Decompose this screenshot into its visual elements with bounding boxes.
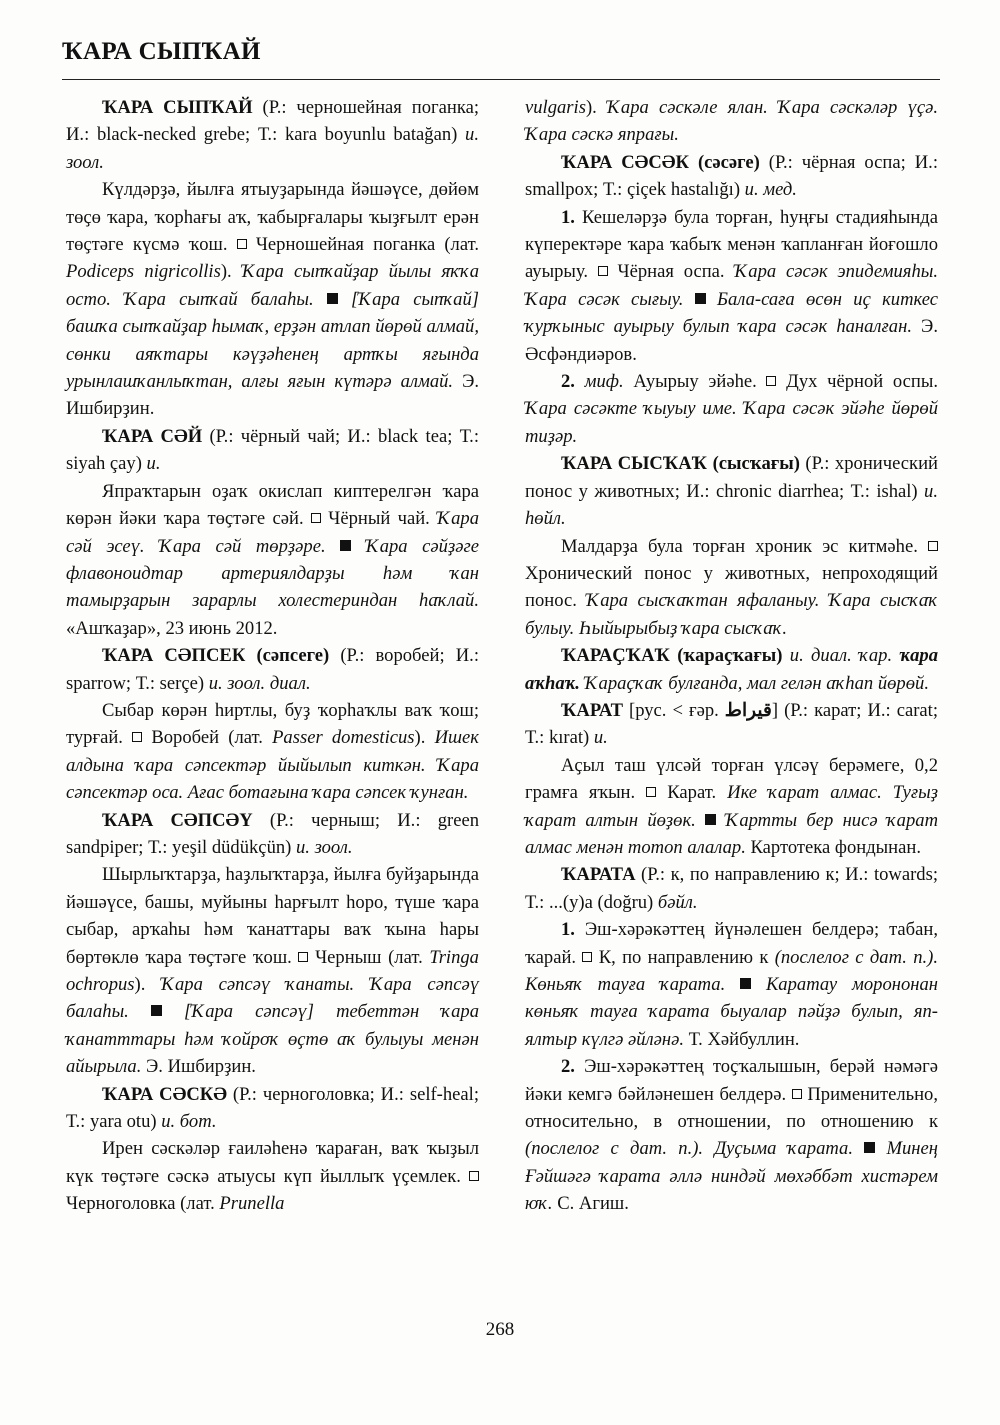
italic-text: (послелог с дат. п.). — [525, 1138, 704, 1160]
italic-text: Ҡара сысҡаҡтан яфаланыу. Ҡара сысҡаҡ булыу. Һыйырыбыҙ ҡара сысҡаҡ. — [525, 590, 938, 639]
bold-text: 2. — [561, 371, 575, 393]
text: Т. Хәйбуллин. — [684, 1028, 800, 1050]
italic-text: Ҡара сәсәкте ҡыуыу име. Ҡара сәсәк эйәһе йөрөй тиҙәр. — [525, 398, 938, 447]
arabic-etymon: قيراط — [724, 699, 772, 721]
text: Чёрный чай. — [320, 508, 438, 530]
text: Картотека фондынан. — [745, 836, 921, 858]
italic-text: Ҡара сәйҙәге флавоноидтар артериялдарҙы һәм ҡан тамырҙарын зарарлы холестериндан һаҡлай. — [66, 535, 479, 612]
translation-marker-icon — [469, 1171, 479, 1181]
translation-marker-icon — [766, 376, 776, 386]
example-marker-icon — [864, 1142, 875, 1153]
italic-text: [Ҡара сыпҡай] башҡа сыпҡайҙар һымаҡ, ерҙән атлап йөрөй алмай, сөнки аяҡтары кәүҙәһенең артҡы яғында урынлашҡанлыҡтан, алғы яғын күтәрә алмай. — [66, 288, 479, 393]
entry-paragraph — [525, 697, 938, 752]
entry-paragraph — [525, 149, 938, 204]
translation-marker-icon — [646, 787, 656, 797]
text: Күлдәрҙә, йылға ятыуҙарында йәшәүсе, дөйөм төҫө ҡара, ҡорһағы аҡ, ҡабырғалары ҡыҙғылт ерән төҫтәге күсмә ҡош. — [66, 179, 479, 256]
translation-marker-icon — [582, 952, 592, 962]
text — [162, 1001, 184, 1022]
left-column — [66, 94, 479, 1218]
text — [716, 810, 725, 831]
text: «Ашҡаҙар», 23 июнь 2012. — [66, 617, 278, 639]
text: ). — [134, 974, 162, 995]
entry-paragraph — [525, 861, 938, 916]
text — [853, 1138, 864, 1159]
italic-text: Ҡара сәпсәү ҡанаты. Ҡара сәпсәү балаһы. — [66, 974, 480, 1023]
text — [575, 371, 585, 392]
text — [783, 645, 790, 666]
bold-text: 2. — [561, 1056, 575, 1078]
text: (Р.: черноголовка; И.: self-heal; Т.: yara otu) — [66, 1083, 480, 1133]
bold-text: 1. — [561, 919, 575, 941]
text: (Р.: чёрный чай; И.: black tea; Т.: siyah çay) — [66, 425, 479, 475]
italic-text: и. зоол. диал. — [208, 672, 311, 694]
entry-paragraph — [525, 450, 938, 532]
headword: ҠАРАТА — [561, 864, 636, 886]
headword: ҠАРА СӘЙ — [102, 425, 203, 447]
italic-text: Prunella — [219, 1193, 285, 1215]
headword: ҠАРАҪҠАҠ — [561, 645, 670, 667]
italic-text: миф. — [584, 371, 624, 393]
example-marker-icon — [340, 540, 351, 551]
cross-reference: ҡара аҡһаҡ. — [525, 645, 938, 694]
text: Ауырыу эйәһе. — [623, 371, 767, 393]
text — [314, 289, 327, 310]
italic-text: Ҡара сәскәле ялан. Ҡара сәскәләр үҫә. Ҡара сәскә япрағы. — [525, 97, 938, 146]
text: (Р.: к, по направлению к; И.: towards; Т.: ...(y)a (doğru) — [525, 864, 938, 913]
entry-paragraph — [66, 423, 479, 478]
bold-text: (ҡараҫҡағы) — [677, 645, 783, 667]
text: Дух чёрной оспы. — [776, 371, 938, 393]
text: Э. Ишбирҙин. — [66, 371, 479, 420]
entry-paragraph — [525, 94, 938, 149]
text — [706, 289, 717, 310]
translation-marker-icon — [928, 541, 938, 551]
translation-marker-icon — [311, 513, 321, 523]
text: (Р.: чёрная оспа; И.: smallpox; Т.: çiçek hastalığı) — [525, 151, 938, 201]
example-marker-icon — [695, 293, 706, 304]
text: Черноголовка (лат. — [66, 1193, 220, 1215]
text — [326, 536, 341, 557]
entry-paragraph — [525, 368, 938, 450]
entry-paragraph — [66, 94, 479, 176]
text — [689, 152, 698, 173]
text: ). — [414, 727, 435, 749]
text: Эш-хәрәкәттең йүнәлешен белдерә; табан, ҡарай. — [525, 919, 938, 968]
text — [703, 1138, 714, 1159]
text: (Р.: воробей; И.: sparrow; Т.: serçe) — [66, 645, 479, 694]
text: Шырлыҡтарҙа, һаҙлыҡтарҙа, йылға буйҙарында йәшәүсе, башы, муйыны һарғылт һоро, түше ҡара сыбар, арҡаһы һәм ҡанаттары ваҡ ҡына һары бөртөклө ҡара төҫтәге ҡош. — [66, 864, 479, 968]
text — [129, 1001, 151, 1022]
italic-text: и. зоол. — [66, 124, 479, 173]
italic-text: Ҡараҫҡаҡ булғанда, мал гелән аҡһап йөрөй. — [584, 672, 929, 694]
entry-paragraph — [66, 1135, 479, 1217]
text — [351, 536, 366, 557]
text: Чёрная оспа. — [607, 261, 735, 283]
text: Э. Әсфәндиәров. — [525, 316, 938, 365]
text: (Р.: черношейная поганка; И.: black-necked grebe; Т.: kara boyunlu batağan) — [66, 97, 479, 146]
translation-marker-icon — [792, 1089, 802, 1099]
bold-text: 1. — [561, 206, 575, 228]
headword: ҠАРА СЫПҠАЙ — [102, 97, 253, 118]
header-rule — [62, 79, 940, 80]
italic-text: и. зоол. — [296, 836, 353, 858]
text: Ирен сәскәләр ғаиләһенә ҡараған, ваҡ ҡыҙыл күк төҫтәге сәскә атыусы күп йыллыҡ үҫемлек. — [66, 1138, 479, 1187]
text: Аҫыл таш үлсәй торған үлсәү берәмеге, 0,2 грамға яҡын. — [525, 754, 938, 804]
text: К, по направлению к — [592, 946, 775, 968]
italic-text: Бала-саға өсөн иҫ киткес ҡурҡыныс ауырыу булып ҡара сәсәк һаналған. — [525, 288, 938, 338]
italic-text: и. бот. — [161, 1111, 217, 1133]
text: Черныш (лат. — [308, 946, 430, 968]
entry-paragraph — [525, 533, 938, 643]
text — [875, 1138, 886, 1159]
text — [683, 289, 694, 310]
text — [338, 289, 351, 310]
running-head: ҠАРА СЫПҠАЙ — [62, 38, 261, 65]
text — [696, 810, 705, 831]
headword: ҠАРА СӘПСӘҮ — [102, 809, 253, 831]
bold-text: (сәсәге) — [697, 151, 760, 173]
entry-paragraph — [525, 752, 938, 862]
entry-paragraph — [66, 176, 479, 423]
italic-text: и. — [146, 453, 161, 475]
italic-text: Ике ҡарат алмас. Туғыҙ ҡарат алтын йөҙөк. — [525, 782, 939, 831]
text: Применительно, относительно, в отношении, по отношению к — [525, 1083, 939, 1133]
text: Хронический понос у животных, непроходящий понос. — [525, 562, 938, 612]
text: Карат. — [656, 782, 728, 804]
text — [725, 974, 740, 995]
entry-paragraph — [66, 807, 479, 862]
italic-text: Ҡара сыпҡайҙар йылы яҡҡа осто. Ҡара сыпҡай балаһы. — [66, 261, 479, 310]
italic-text: [Ҡара сәпсәү] тебеттән ҡара ҡанатттары һәм ҡойроҡ өҫтө аҡ булыуы менән айырыла. — [66, 1001, 479, 1078]
example-marker-icon — [151, 1005, 162, 1016]
italic-text: Минең Ғәйшәгә ҡарата әллә ниндәй мөхәббәт хистәрем юҡ. — [525, 1138, 938, 1215]
text: Воробей (лат. — [142, 727, 273, 749]
text — [245, 645, 256, 666]
text: Э. Ишбирҙин. — [141, 1056, 256, 1078]
example-marker-icon — [740, 978, 751, 989]
text — [751, 974, 766, 995]
example-marker-icon — [327, 293, 338, 304]
entry-paragraph — [525, 642, 938, 697]
italic-text: (послелог с дат. п.). — [774, 946, 938, 968]
text: [рус. < ғәр. — [623, 699, 725, 721]
text: ] (Р.: карат; И.: carat; Т.: kırat) — [525, 699, 938, 749]
translation-marker-icon — [298, 952, 308, 962]
text: Малдарҙа була торған хроник эс китмәһе. — [561, 535, 928, 557]
translation-marker-icon — [132, 732, 142, 742]
text: Кешеләрҙә була торған, һуңғы стадияһында күперектәре ҡара ҡабыҡ менән ҡапланған йоғошло ауырыу. — [525, 206, 938, 283]
entry-paragraph — [525, 916, 938, 1053]
text: Эш-хәрәкәттең тоҫҡалышын, берәй нәмәгә йәки кемгә бәйләнешен белдерә. — [525, 1056, 938, 1105]
italic-text: Ҡартты бер нисә ҡарат алмас менән тотоп алалар. — [525, 809, 939, 858]
italic-text: и. — [593, 727, 608, 749]
text: Сыбар көрән һиртлы, буҙ ҡорһаҡлы ваҡ ҡош; турғай. — [66, 699, 479, 749]
italic-text: vulgaris — [525, 97, 586, 118]
entry-paragraph — [66, 642, 479, 697]
text: (Р.: черныш; И.: green sandpiper; Т.: yeşil düdükçün) — [66, 809, 480, 858]
italic-text: бәйл. — [657, 891, 698, 913]
text: ). — [220, 261, 242, 283]
page-number: 268 — [485, 1319, 515, 1340]
text: (Р.: хронический понос у животных; И.: chronic diarrhea; Т.: ishal) — [525, 453, 938, 502]
italic-text: Ишек алдына ҡара сәпсектәр йыйылып киткән. Ҡара сәпсектәр оса. Ағас ботағына ҡара сәпсек ҡунған. — [66, 727, 479, 804]
italic-text: Podiceps nigricollis — [66, 261, 221, 283]
right-column — [525, 94, 938, 1218]
italic-text: и. һөйл. — [525, 480, 938, 530]
headword: ҠАРА СЫСҠАҠ — [561, 453, 708, 475]
italic-text: Passer domesticus — [272, 727, 415, 749]
text: Япраҡтарын оҙаҡ окислап киптерелгән ҡара көрән йәки ҡара төҫтәге сәй. — [66, 480, 479, 530]
italic-text: и. диал. ҡар. — [789, 645, 893, 667]
example-marker-icon — [705, 814, 716, 825]
italic-text: и. мед. — [744, 179, 797, 201]
bold-text: (сысҡағы) — [712, 453, 800, 475]
entry-paragraph — [66, 861, 479, 1080]
entry-paragraph — [525, 204, 938, 368]
entry-paragraph — [66, 1081, 479, 1136]
headword: ҠАРА СӘПСЕК — [102, 645, 246, 667]
text: ). — [585, 97, 607, 118]
translation-marker-icon — [237, 239, 247, 249]
italic-text: Көньяҡ тауға ҡарата. — [525, 974, 726, 995]
headword: ҠАРАТ — [561, 699, 624, 721]
italic-text: Tringa ochropus — [66, 946, 479, 995]
text: С. Агиш. — [552, 1193, 629, 1215]
entry-paragraph — [66, 478, 479, 642]
bold-text: (сәпсеге) — [256, 645, 330, 667]
translation-marker-icon — [598, 266, 608, 276]
headword: ҠАРА СӘСӘК — [561, 151, 690, 173]
entry-paragraph — [66, 697, 479, 807]
italic-text: Каратау морононан көньяҡ тауға ҡарата быуалар пәйҙә булып, яп-ялтыр күлгә әйләнә. — [525, 974, 939, 1050]
italic-text: Дуҫыма ҡарата. — [714, 1138, 853, 1160]
entry-paragraph — [525, 1053, 938, 1217]
italic-text: Ҡара сәсәк эпидемияһы. Ҡара сәсәк сығыу. — [525, 261, 938, 310]
headword: ҠАРА СӘСКӘ — [102, 1083, 227, 1105]
italic-text: Ҡара сәй эсеү. Ҡара сәй төрҙәре. — [66, 508, 479, 557]
text: Черношейная поганка (лат. — [246, 234, 479, 256]
